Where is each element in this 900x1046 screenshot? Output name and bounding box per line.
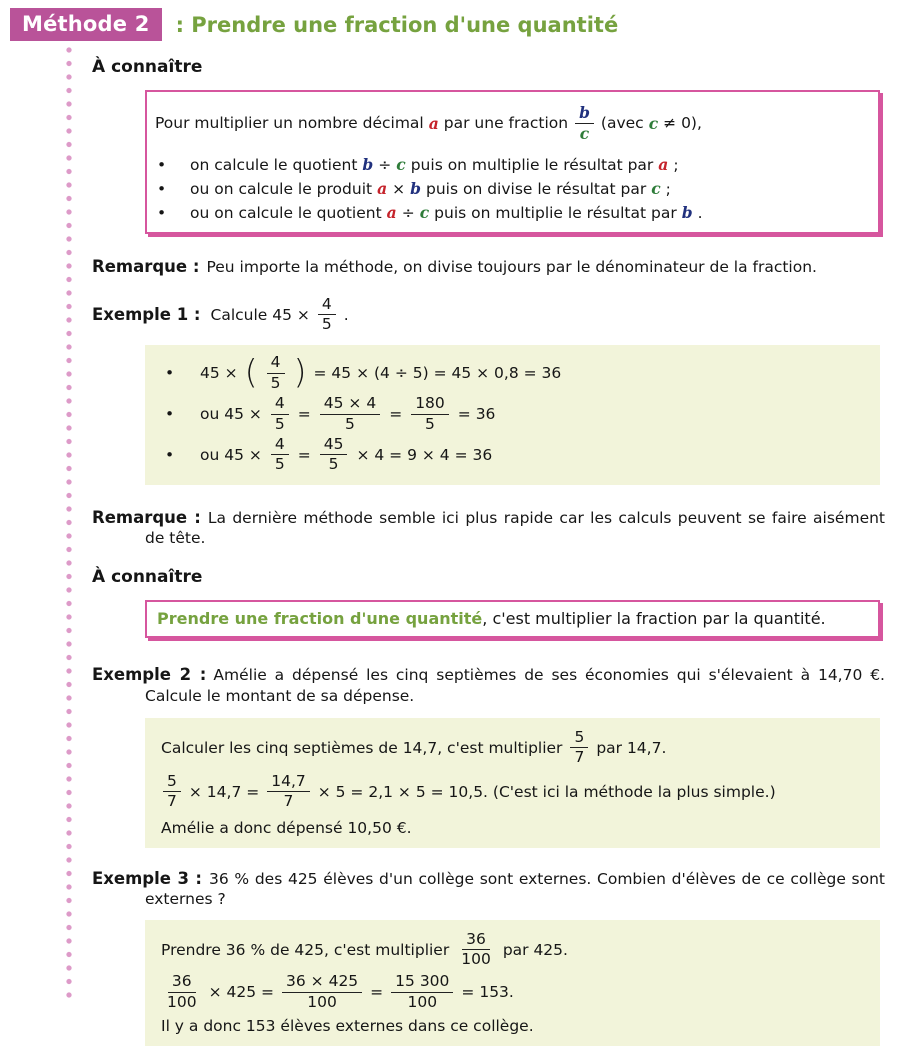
remark-2 bbox=[92, 507, 885, 549]
example-1-heading bbox=[92, 296, 885, 334]
bullet-text: ou on calcule le produit bbox=[190, 179, 373, 198]
example-1-box bbox=[145, 345, 880, 484]
fraction bbox=[163, 773, 181, 811]
fraction-numerator: 36 × 425 bbox=[282, 973, 362, 992]
calc-line-2 bbox=[161, 395, 864, 433]
fraction bbox=[570, 729, 588, 767]
example-text: 36 % des 425 élèves d'un collège sont externes. Combien d'élèves de ce collège sont externes ? bbox=[145, 869, 885, 909]
fraction bbox=[318, 296, 336, 334]
main-column bbox=[92, 57, 885, 1046]
example-2-heading bbox=[92, 664, 885, 706]
know-heading-2: À connaître bbox=[92, 566, 203, 587]
rule-intro-end: ≠ 0), bbox=[663, 114, 702, 132]
fraction-b-over-c bbox=[575, 104, 594, 142]
fraction-denominator: 5 bbox=[274, 414, 285, 433]
variable-b: b bbox=[410, 179, 421, 198]
fraction bbox=[391, 973, 453, 1011]
rule-bullet-3 bbox=[155, 203, 868, 222]
variable-c: c bbox=[396, 155, 406, 174]
fraction bbox=[163, 973, 201, 1011]
fraction bbox=[457, 931, 495, 969]
rule-bullet-1 bbox=[155, 155, 868, 174]
solution-line-2 bbox=[161, 973, 864, 1011]
fraction-numerator: 180 bbox=[411, 395, 449, 414]
fraction-denominator: 5 bbox=[274, 455, 285, 474]
solution-text: × 5 = 2,1 × 5 = 10,5. (C'est ici la méthode la plus simple.) bbox=[317, 782, 776, 801]
bullet-punct: ; bbox=[665, 179, 671, 198]
fraction-numerator: 36 bbox=[168, 973, 196, 992]
solution-line-1 bbox=[161, 931, 864, 969]
bullet-text: ou on calcule le quotient bbox=[190, 203, 382, 222]
operator: ÷ bbox=[378, 155, 392, 174]
definition-rest: , c'est multiplier la fraction par la quantité. bbox=[482, 608, 826, 628]
remark-label: Remarque : bbox=[92, 257, 200, 276]
rule-intro-mid: par une fraction bbox=[443, 114, 569, 132]
fraction-denominator: 7 bbox=[283, 792, 294, 811]
variable-a: a bbox=[386, 203, 397, 222]
rule-bullet-list bbox=[155, 155, 868, 222]
fraction-numerator: 15 300 bbox=[391, 973, 453, 992]
remark-text: Peu importe la méthode, on divise toujours par le dénominateur de la fraction. bbox=[206, 258, 817, 276]
fraction-numerator: b bbox=[575, 104, 594, 123]
bullet-icon: • bbox=[157, 155, 167, 174]
fraction-denominator: 5 bbox=[328, 455, 339, 474]
variable-b: b bbox=[681, 203, 693, 222]
bullet-icon: • bbox=[165, 405, 175, 424]
rule-intro-post: (avec bbox=[600, 114, 644, 132]
calc-line-3 bbox=[161, 436, 864, 474]
remark-text: La dernière méthode semble ici plus rapide car les calculs peuvent se faire aisément de tête. bbox=[145, 508, 886, 548]
calc-text: = 45 × (4 ÷ 5) = 45 × 0,8 = 36 bbox=[313, 364, 562, 383]
fraction-numerator: 4 bbox=[271, 436, 289, 455]
operator: ÷ bbox=[401, 203, 415, 222]
fraction-numerator: 5 bbox=[163, 773, 181, 792]
equals: = bbox=[389, 405, 403, 424]
fraction-numerator: 4 bbox=[318, 296, 336, 315]
variable-c: c bbox=[651, 179, 661, 198]
solution-text: par 425. bbox=[502, 940, 568, 959]
solution-text: Calculer les cinq septièmes de 14,7, c'est multiplier bbox=[161, 738, 563, 757]
example-3-heading bbox=[92, 868, 885, 910]
dotted-rail bbox=[66, 46, 72, 1002]
calc-text: × 4 = 9 × 4 = 36 bbox=[356, 445, 493, 464]
fraction-denominator: 5 bbox=[425, 414, 435, 433]
fraction bbox=[282, 973, 362, 1011]
solution-text: = 153. bbox=[461, 983, 514, 1002]
fraction-numerator: 14,7 bbox=[267, 773, 310, 792]
variable-c: c bbox=[648, 113, 659, 133]
solution-conclusion: Il y a donc 153 élèves externes dans ce collège. bbox=[161, 1017, 534, 1036]
fraction bbox=[267, 773, 310, 811]
bullet-icon: • bbox=[157, 179, 167, 198]
calc-text: = 36 bbox=[457, 405, 496, 424]
equals: = bbox=[370, 983, 384, 1002]
example-label: Exemple 2 : bbox=[92, 664, 207, 684]
fraction bbox=[411, 395, 449, 433]
calc-text: ou 45 × bbox=[200, 445, 262, 464]
bullet-punct: ; bbox=[673, 155, 679, 174]
bullet-icon: • bbox=[165, 364, 175, 383]
fraction-denominator: 100 bbox=[307, 992, 337, 1011]
bullet-icon: • bbox=[165, 445, 175, 464]
bullet-text: puis on divise le résultat par bbox=[425, 179, 647, 198]
variable-a: a bbox=[428, 113, 439, 133]
fraction bbox=[320, 436, 348, 474]
page-title: : Prendre une fraction d'une quantité bbox=[175, 12, 619, 37]
example-text: Amélie a dépensé les cinq septièmes de ses économies qui s'élevaient à 14,70 €. Calcule le montant de sa dépense. bbox=[145, 665, 885, 705]
fraction bbox=[271, 436, 289, 474]
example-label: Exemple 3 : bbox=[92, 868, 203, 888]
solution-text: par 14,7. bbox=[596, 738, 667, 757]
fraction-numerator: 36 bbox=[462, 931, 490, 950]
fraction-denominator: 5 bbox=[345, 414, 355, 433]
bullet-punct: . bbox=[697, 203, 703, 222]
fraction-numerator: 45 bbox=[320, 436, 348, 455]
solution-line-1 bbox=[161, 729, 864, 767]
variable-a: a bbox=[658, 155, 669, 174]
page-header bbox=[0, 0, 900, 41]
remark-1 bbox=[92, 256, 885, 278]
fraction-denominator: 5 bbox=[270, 373, 281, 392]
example-2-box bbox=[145, 718, 880, 847]
solution-conclusion: Amélie a donc dépensé 10,50 €. bbox=[161, 818, 412, 837]
example-prompt: Calcule 45 × bbox=[210, 305, 310, 324]
equals: = bbox=[297, 445, 311, 464]
example-3-box bbox=[145, 920, 880, 1046]
rule-intro-line bbox=[155, 96, 868, 150]
rule-bullet-2 bbox=[155, 179, 868, 198]
fraction-numerator: 4 bbox=[267, 354, 285, 373]
fraction-numerator: 5 bbox=[570, 729, 588, 748]
know-heading-1: À connaître bbox=[92, 57, 203, 77]
fraction-denominator: 7 bbox=[167, 792, 177, 811]
bullet-text: puis on multiplie le résultat par bbox=[434, 203, 677, 222]
example-prompt-end: . bbox=[343, 305, 349, 324]
equals: = bbox=[297, 405, 311, 424]
fraction bbox=[271, 395, 289, 433]
definition-highlight: Prendre une fraction d'une quantité bbox=[157, 608, 483, 628]
fraction-numerator: 4 bbox=[271, 395, 289, 414]
fraction bbox=[267, 354, 285, 392]
calc-line-1: • 45 × ( $\frac{4}{5}$ ) = 45 × (4 ÷ 5) = 45 × 0,8 = 36 bbox=[161, 354, 864, 392]
bullet-text: on calcule le quotient bbox=[190, 155, 358, 174]
bullet-icon: • bbox=[157, 203, 167, 222]
solution-line-2 bbox=[161, 773, 864, 811]
fraction-denominator: c bbox=[579, 123, 590, 143]
fraction-denominator: 100 bbox=[407, 992, 438, 1011]
calc-text: 45 × bbox=[200, 364, 238, 383]
definition-box bbox=[145, 600, 880, 638]
variable-a: a bbox=[377, 179, 388, 198]
fraction bbox=[320, 395, 380, 433]
fraction-denominator: 100 bbox=[461, 950, 491, 969]
bullet-text: puis on multiplie le résultat par bbox=[410, 155, 654, 174]
fraction-numerator: 45 × 4 bbox=[320, 395, 380, 414]
remark-label: Remarque : bbox=[92, 507, 201, 527]
solution-text: × 425 = bbox=[208, 983, 275, 1002]
variable-b: b bbox=[362, 155, 374, 174]
solution-text: Prendre 36 % de 425, c'est multiplier bbox=[161, 940, 450, 959]
rule-box bbox=[145, 90, 880, 234]
method-badge: Méthode 2 bbox=[10, 8, 162, 41]
rule-intro-pre: Pour multiplier un nombre décimal bbox=[155, 114, 424, 132]
operator: × bbox=[392, 179, 406, 198]
fraction-denominator: 5 bbox=[321, 315, 332, 334]
calc-text: ou 45 × bbox=[200, 405, 262, 424]
variable-c: c bbox=[419, 203, 430, 222]
solution-text: × 14,7 = bbox=[188, 782, 260, 801]
fraction-denominator: 100 bbox=[167, 992, 197, 1011]
example-label: Exemple 1 : bbox=[92, 305, 201, 325]
fraction-denominator: 7 bbox=[574, 748, 585, 767]
